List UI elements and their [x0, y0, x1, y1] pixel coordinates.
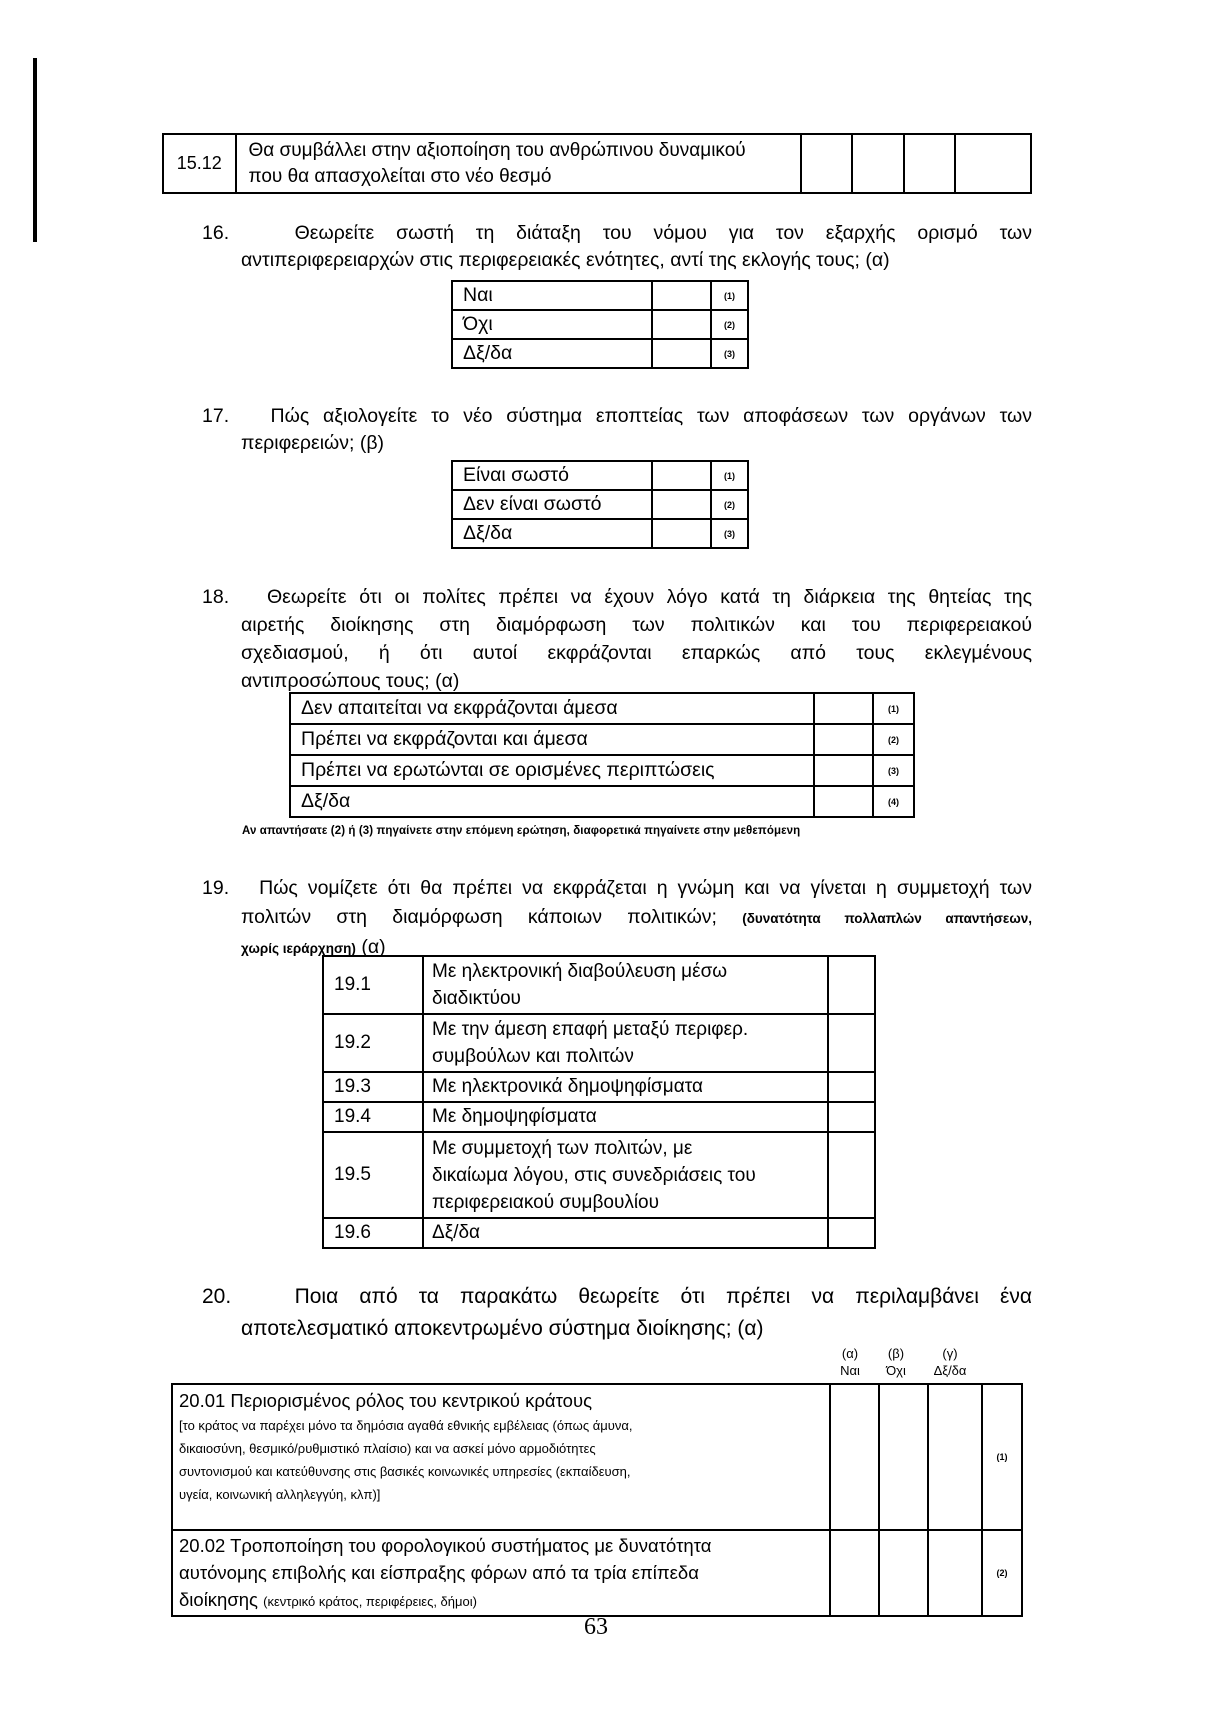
checkbox[interactable]: [652, 461, 711, 490]
checkbox-no[interactable]: [879, 1530, 928, 1616]
q18-line4: αντιπροσώπους τους; (α): [241, 670, 460, 692]
q17-options: [451, 460, 749, 549]
q15-12-table: [162, 133, 1032, 194]
checkbox-yes[interactable]: [830, 1530, 879, 1616]
option-label: Ναι: [452, 281, 652, 310]
item-detail: (κεντρικό κράτος, περιφέρειες, δήμοι): [263, 1593, 477, 1609]
checkbox-no[interactable]: [879, 1384, 928, 1530]
q20-item-1: [172, 1384, 830, 1530]
checkbox[interactable]: [828, 1132, 875, 1218]
q18-line2: αιρετής διοίκησης στη διαμόρφωση των πολιτικών και του περιφερειακού: [241, 614, 1032, 636]
q19-table: [322, 955, 876, 1249]
col-label: Ναι: [840, 1363, 860, 1378]
col-letter: (β): [887, 1346, 905, 1361]
col-label: Δξ/δα: [933, 1363, 967, 1378]
q18-line1: Θεωρείτε ότι οι πολίτες πρέπει να έχουν λόγο κατά τη διάρκεια της θητείας της: [267, 586, 1032, 608]
option-label: Πρέπει να ερωτώνται σε ορισμένες περιπτώσεις: [290, 755, 814, 786]
row-line: Με συμμετοχή των πολιτών, με: [432, 1137, 693, 1159]
q19-no-ranking: χωρίς ιεράρχηση): [241, 941, 356, 956]
item-detail: δικαιοσύνη, θεσμικό/ρυθμιστικό πλαίσιο) και να ασκεί μόνο αρμοδιότητες: [179, 1441, 596, 1456]
checkbox[interactable]: [814, 724, 873, 755]
q20-table: [171, 1383, 1023, 1617]
col-label: Όχι: [886, 1363, 906, 1378]
checkbox-yes[interactable]: [830, 1384, 879, 1530]
checkbox[interactable]: [828, 1102, 875, 1132]
q19-line2: πολιτών στη διαμόρφωση κάποιων πολιτικών;: [241, 906, 717, 928]
row-code: 19.2: [323, 1014, 423, 1072]
q17-number: 17.: [202, 405, 230, 427]
option-code: (2): [873, 724, 914, 755]
q20-item-2: [172, 1530, 830, 1616]
row-code: 19.4: [323, 1102, 423, 1132]
checkbox[interactable]: [828, 1218, 875, 1248]
option-label: Είναι σωστό: [452, 461, 652, 490]
row-code: 19.5: [323, 1132, 423, 1218]
row-text: Με ηλεκτρονικά δημοψηφίσματα: [423, 1072, 828, 1102]
q16-line2: αντιπεριφερειαρχών στις περιφερειακές ενότητες, αντί της εκλογής τους; (α): [241, 249, 890, 271]
q19-line1: Πώς νομίζετε ότι θα πρέπει να εκφράζεται η γνώμη και να γίνεται η συμμετοχή των: [259, 877, 1032, 899]
col-letter: (γ): [942, 1346, 958, 1361]
skip-instruction: Αν απαντήσατε (2) ή (3) πηγαίνετε στην επόμενη ερώτηση, διαφορετικά πηγαίνετε στην μεθεπόμενη: [242, 825, 801, 837]
option-label: Δεν απαιτείται να εκφράζονται άμεσα: [290, 693, 814, 724]
item-code: (1): [982, 1384, 1022, 1530]
col-header-dk: [922, 1345, 978, 1379]
item-title: 20.02 Τροποποίηση του φορολογικού συστήματος με δυνατότητα: [179, 1534, 712, 1556]
q20-number: 20.: [202, 1285, 232, 1308]
row-line: διαδικτύου: [432, 988, 521, 1009]
row-text: [423, 956, 828, 1014]
option-label: Πρέπει να εκφράζονται και άμεσα: [290, 724, 814, 755]
checkbox-dk[interactable]: [928, 1384, 982, 1530]
row-line: συμβούλων και πολιτών: [432, 1046, 634, 1067]
option-code: (3): [711, 519, 748, 548]
row-text: Με δημοψηφίσματα: [423, 1102, 828, 1132]
checkbox[interactable]: [814, 786, 873, 817]
margin-bar: [33, 58, 37, 242]
q20-line2: αποτελεσματικό αποκεντρωμένο σύστημα διοίκησης; (α): [241, 1317, 764, 1340]
checkbox[interactable]: [652, 281, 711, 310]
option-code: (1): [873, 693, 914, 724]
row-text: [423, 1014, 828, 1072]
row-text: Δξ/δα: [423, 1218, 828, 1248]
option-code: (2): [711, 490, 748, 519]
answer-box[interactable]: [955, 134, 1031, 193]
q15-12-line1: Θα συμβάλλει στην αξιοποίηση του ανθρώπινου δυναμικού: [248, 139, 746, 161]
q19-code: (α): [361, 936, 386, 958]
page-number: 63: [584, 1614, 608, 1640]
question-20: [202, 1281, 1032, 1345]
row-line: Με την άμεση επαφή μεταξύ περιφερ.: [432, 1019, 749, 1040]
row-code: 19.1: [323, 956, 423, 1014]
q15-12-line2: που θα απασχολείται στο νέο θεσμό: [248, 165, 552, 187]
checkbox[interactable]: [828, 1072, 875, 1102]
option-label: Δξ/δα: [452, 519, 652, 548]
item-title: διοίκησης: [179, 1588, 258, 1610]
option-label: Δξ/δα: [290, 786, 814, 817]
option-label: Δεν είναι σωστό: [452, 490, 652, 519]
checkbox-dk[interactable]: [928, 1530, 982, 1616]
q20-line1: Ποια από τα παρακάτω θεωρείτε ότι πρέπει να περιλαμβάνει ένα: [294, 1285, 1032, 1308]
option-code: (1): [711, 461, 748, 490]
row-code: 19.3: [323, 1072, 423, 1102]
option-code: (2): [711, 310, 748, 339]
q19-multi-note: (δυνατότητα πολλαπλών απαντήσεων,: [742, 911, 1033, 926]
question-19: [202, 874, 1032, 963]
item-code: (2): [982, 1530, 1022, 1616]
checkbox[interactable]: [814, 693, 873, 724]
checkbox[interactable]: [652, 339, 711, 368]
q16-number: 16.: [202, 222, 230, 244]
option-code: (4): [873, 786, 914, 817]
answer-box[interactable]: [904, 134, 955, 193]
option-code: (1): [711, 281, 748, 310]
question-16: [202, 220, 1032, 274]
checkbox[interactable]: [652, 490, 711, 519]
q18-options: [289, 692, 915, 818]
row-line: δικαίωμα λόγου, στις συνεδριάσεις του: [432, 1164, 756, 1186]
q15-12-text: [236, 134, 801, 193]
q18-line3: σχεδιασμού, ή ότι αυτοί εκφράζονται επαρκώς από τους εκλεγμένους: [241, 642, 1032, 664]
item-title: 20.01 Περιορισμένος ρόλος του κεντρικού κράτους: [179, 1390, 592, 1411]
item-detail: [το κράτος να παρέχει μόνο τα δημόσια αγαθά εθνικής εμβέλειας (όπως άμυνα,: [179, 1418, 633, 1433]
checkbox[interactable]: [814, 755, 873, 786]
option-label: Δξ/δα: [452, 339, 652, 368]
option-code: (3): [711, 339, 748, 368]
option-code: (3): [873, 755, 914, 786]
question-17: [202, 403, 1032, 457]
question-18: [202, 583, 1032, 695]
col-header-no: [875, 1345, 917, 1379]
item-detail: συντονισμού και κατεύθυνσης στις βασικές κοινωνικές υπηρεσίες (εκπαίδευση,: [179, 1464, 631, 1479]
q16-line1: Θεωρείτε σωστή τη διάταξη του νόμου για τον εξαρχής ορισμό των: [294, 222, 1032, 244]
col-header-yes: [829, 1345, 871, 1379]
row-line: Με ηλεκτρονική διαβούλευση μέσω: [432, 961, 728, 982]
checkbox[interactable]: [652, 519, 711, 548]
checkbox[interactable]: [652, 310, 711, 339]
checkbox[interactable]: [828, 1014, 875, 1072]
q18-number: 18.: [202, 586, 230, 608]
q17-line2: περιφερειών; (β): [241, 432, 385, 454]
q19-number: 19.: [202, 877, 230, 899]
row-code: 19.6: [323, 1218, 423, 1248]
checkbox[interactable]: [828, 956, 875, 1014]
row-line: περιφερειακού συμβουλίου: [432, 1191, 660, 1213]
item-detail: υγεία, κοινωνική αλληλεγγύη, κλπ)]: [179, 1487, 381, 1502]
q17-line1: Πώς αξιολογείτε το νέο σύστημα εποπτείας των αποφάσεων των οργάνων των: [270, 405, 1032, 427]
item-title: αυτόνομης επιβολής και είσπραξης φόρων από τα τρία επίπεδα: [179, 1561, 699, 1583]
answer-box[interactable]: [852, 134, 903, 193]
option-label: Όχι: [452, 310, 652, 339]
q16-options: [451, 280, 749, 369]
answer-box[interactable]: [801, 134, 852, 193]
col-letter: (α): [841, 1346, 859, 1361]
q15-12-number: 15.12: [163, 134, 236, 193]
row-text: [423, 1132, 828, 1218]
